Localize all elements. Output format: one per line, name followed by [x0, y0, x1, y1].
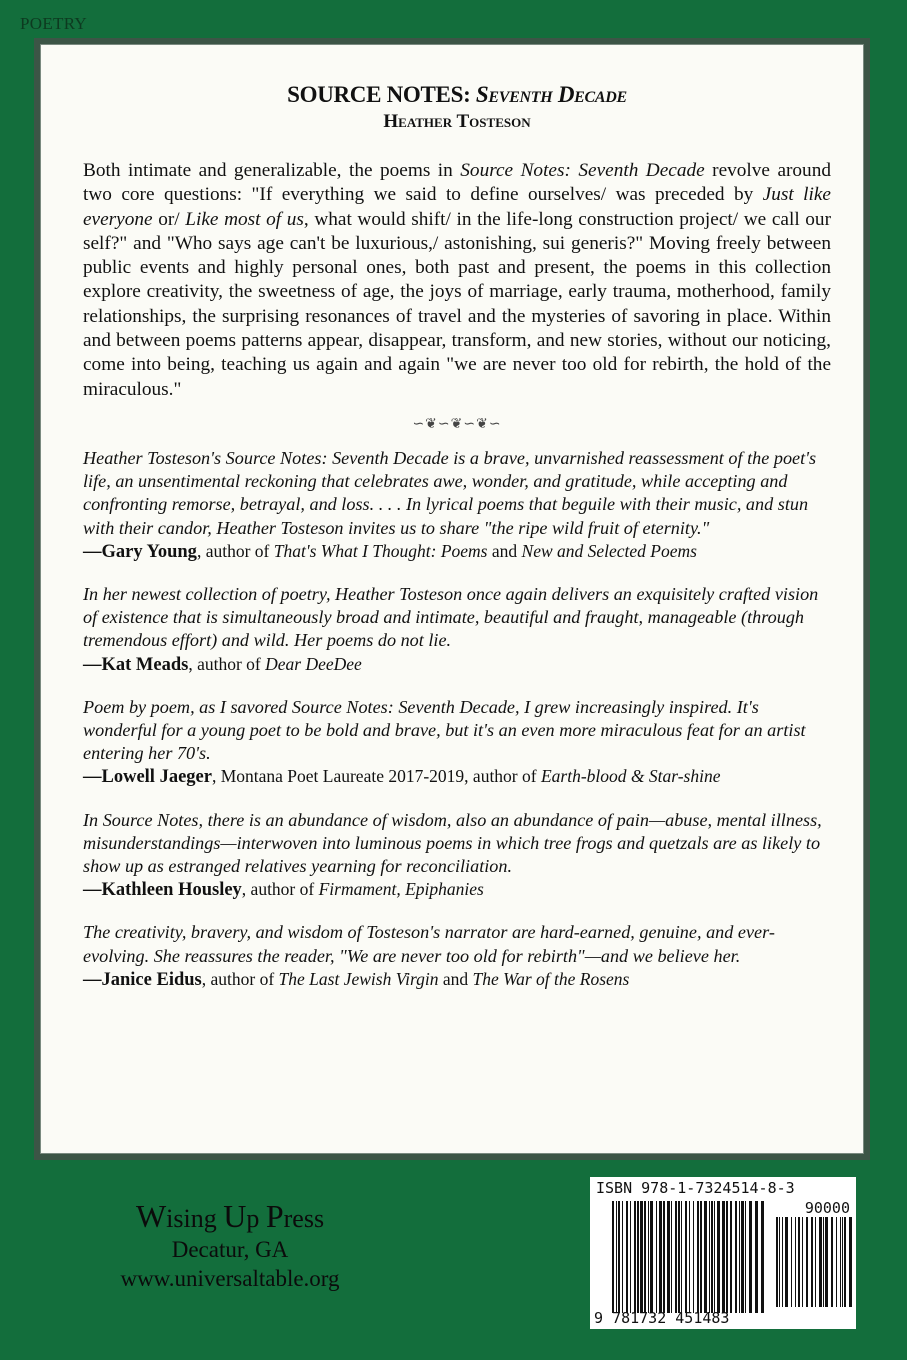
barcode-bar	[659, 1201, 662, 1313]
reviewer-name: —Kat Meads	[83, 654, 189, 675]
publisher-name-part: W	[135, 1198, 167, 1234]
barcode-bar	[722, 1201, 725, 1313]
barcode-bar	[749, 1201, 752, 1313]
quote-text: In her newest collection of poetry, Heather Tosteson once again delivers an exquisitely crafted vision of existence that is simultaneously broad and intimate, beautiful and fraught, manageable (through tremendous effort) and wild. Her poems do not lie.	[83, 583, 819, 651]
genre-label: POETRY	[20, 14, 87, 33]
ornament-divider: ∽❦∽❦∽❦∽	[412, 416, 502, 432]
barcode-bar	[678, 1201, 680, 1313]
text-run: Earth-blood & Star-shine	[540, 766, 721, 787]
barcode-bar	[735, 1201, 737, 1313]
review-quote	[83, 921, 831, 992]
review-quote	[83, 447, 831, 564]
barcode-bar	[823, 1217, 824, 1307]
barcode-bar	[785, 1217, 788, 1307]
text-run: , Montana Poet Laureate 2017-2019, author of	[211, 766, 541, 787]
barcode-bar	[714, 1201, 715, 1313]
text-run: The Last Jewish Virgin	[278, 968, 439, 989]
publisher-name-part: p	[246, 1204, 266, 1233]
barcode-bar	[815, 1217, 816, 1307]
text-run: , author of	[188, 653, 266, 674]
barcode-bar	[840, 1217, 841, 1307]
text-run: Like most of us	[185, 208, 304, 230]
barcode-bar	[761, 1201, 764, 1313]
publisher-website: www.universaltable.org	[120, 1266, 340, 1291]
barcode-bar	[634, 1201, 636, 1313]
barcode-bar	[802, 1217, 803, 1307]
barcode-bar	[795, 1217, 796, 1307]
text-run: Dear DeeDee	[265, 653, 362, 674]
barcode-bar	[806, 1217, 808, 1307]
publisher-city: Decatur, GA	[171, 1237, 289, 1262]
barcode-digits: 9 781732 451483	[594, 1309, 730, 1327]
quote-attribution	[83, 653, 831, 677]
barcode-bar	[630, 1201, 631, 1313]
isbn-barcode	[590, 1177, 856, 1329]
publisher-name-part: P	[265, 1198, 284, 1234]
barcode-bar	[663, 1201, 665, 1313]
text-run: The War of the Rosens	[472, 968, 630, 989]
quote-attribution	[83, 878, 831, 902]
text-run: , author of	[201, 968, 279, 989]
barcode-bar	[667, 1201, 670, 1313]
barcode-bar	[700, 1201, 702, 1313]
text-run: Just like everyone	[83, 184, 831, 230]
barcode-bar	[831, 1217, 833, 1307]
barcode-bar	[745, 1201, 746, 1313]
barcode-bar	[755, 1201, 758, 1313]
review-quotes	[83, 447, 831, 992]
price-code: 90000	[804, 1199, 850, 1217]
text-run: and	[487, 540, 522, 561]
barcode-bar	[844, 1217, 846, 1307]
barcode-bar	[622, 1201, 623, 1313]
barcode-bar	[681, 1201, 682, 1313]
text-run: , what would shift/ in the life-long construction project/ we call our self?" and "Who says age can't be luxurious,/ astonishing, sui generis?" Moving freely between public events and highly personal ones, both past and present, the poems in this collection explore creativity, the sweetness of age, the joys of marriage, early trauma, motherhood, family relationships, the surprising resonances of travel and the mysteries of savoring in place. Within and between poems patterns appear, disappear, transform, and new stories, without our noticing, come into being, teaching us again and again "we are never too old for rebirth, the hold of the miraculous."	[83, 208, 831, 400]
review-quote	[83, 696, 831, 790]
barcode-bar	[640, 1201, 643, 1313]
quote-attribution	[83, 968, 831, 992]
text-run: Firmament, Epiphanies	[318, 879, 484, 900]
barcode-bar	[825, 1217, 828, 1307]
barcode-bar	[626, 1201, 628, 1313]
barcode-bar	[811, 1217, 813, 1307]
publisher-name-part: ress	[283, 1204, 325, 1233]
book-author: Heather Tosteson	[383, 111, 531, 132]
reviewer-name: —Janice Eidus	[83, 969, 202, 990]
barcode-bar	[637, 1201, 639, 1313]
barcode-bar	[648, 1201, 649, 1313]
book-title: SOURCE NOTES: Seventh Decade	[287, 82, 627, 107]
barcode-bar	[819, 1217, 822, 1307]
barcode-bar	[836, 1217, 837, 1307]
barcode-bar	[689, 1201, 690, 1313]
publisher-name-part: U	[223, 1198, 247, 1234]
barcode-bar	[618, 1201, 620, 1313]
barcode-bar	[849, 1217, 852, 1307]
publisher-info	[60, 1198, 400, 1293]
text-run: or/	[152, 208, 186, 230]
back-cover-panel	[34, 38, 870, 1160]
barcode-bar	[776, 1217, 778, 1307]
text-run: Source Notes: Seventh Decade	[460, 160, 705, 181]
barcode-bar	[685, 1201, 687, 1313]
barcode-bar	[842, 1217, 843, 1307]
quote-text: Poem by poem, as I savored Source Notes: Seventh Decade, I grew increasingly inspired. It's wonderful for a young poet to be bold and brave, but it's an even more miraculous feat for an artist entering her 70's.	[83, 696, 806, 764]
barcode-bar	[730, 1201, 732, 1313]
text-run: revolve around two core questions: "If everything we said to define ourselves/ was preceded by	[83, 160, 831, 206]
barcode-bar	[798, 1217, 800, 1307]
text-run: , author of	[196, 540, 274, 561]
barcode-bar	[644, 1201, 646, 1313]
barcode-bar	[675, 1201, 677, 1313]
book-description	[83, 159, 831, 402]
quote-attribution	[83, 540, 831, 564]
barcode-bar	[704, 1201, 707, 1313]
reviewer-name: —Lowell Jaeger	[83, 767, 212, 788]
barcode-bar	[726, 1201, 728, 1313]
barcode-bar	[693, 1201, 694, 1313]
text-run: and	[438, 968, 473, 989]
quote-text: Heather Tosteson's Source Notes: Seventh Decade is a brave, unvarnished reassessment of the poet's life, an unsentimental reckoning that celebrates awe, wonder, and gratitude, while accepting and confronting remorse, betrayal, and loss. . . . In lyrical poems that beguile with their music, and stun with their candor, Heather Tosteson invites us to share "the ripe wild fruit of eternity."	[83, 447, 817, 538]
barcode-bar	[717, 1201, 720, 1313]
text-run: Both intimate and generalizable, the poems in	[83, 160, 461, 181]
barcode-bar	[671, 1201, 672, 1313]
reviewer-name: —Kathleen Housley	[83, 880, 242, 901]
quote-attribution	[83, 765, 831, 789]
isbn-text: ISBN 978-1-7324514-8-3	[596, 1179, 795, 1197]
barcode-bar	[711, 1201, 713, 1313]
barcode-bar	[656, 1201, 657, 1313]
barcode-bar	[741, 1201, 744, 1313]
barcode-bar	[616, 1201, 617, 1313]
review-quote	[83, 809, 831, 903]
publisher-name-part: ising	[166, 1204, 224, 1233]
review-quote	[83, 583, 831, 677]
quote-text: The creativity, bravery, and wisdom of Tosteson's narrator are hard-earned, genuine, and ever-evolving. She reassures the reader, "We are never too old for rebirth"—and we believe her.	[83, 922, 775, 966]
text-run: New and Selected Poems	[521, 540, 697, 561]
barcode-bar	[650, 1201, 653, 1313]
text-run: That's What I Thought: Poems	[273, 540, 488, 561]
barcode-bar	[791, 1217, 792, 1307]
quote-text: In Source Notes, there is an abundance of wisdom, also an abundance of pain—abuse, mental illness, misunderstandings—interwoven into luminous poems in which tree frogs and quetzals are as likely to show up as estranged relatives yearning for reconciliation.	[83, 809, 822, 877]
reviewer-name: —Gary Young	[83, 541, 197, 562]
publisher-name	[60, 1198, 400, 1235]
barcode-bar	[697, 1201, 699, 1313]
barcode-bar	[782, 1217, 783, 1307]
barcode-bar	[709, 1201, 710, 1313]
text-run: , author of	[241, 879, 319, 900]
barcode-bar	[779, 1217, 780, 1307]
barcode-bar	[612, 1201, 614, 1313]
barcode-bar	[739, 1201, 740, 1313]
